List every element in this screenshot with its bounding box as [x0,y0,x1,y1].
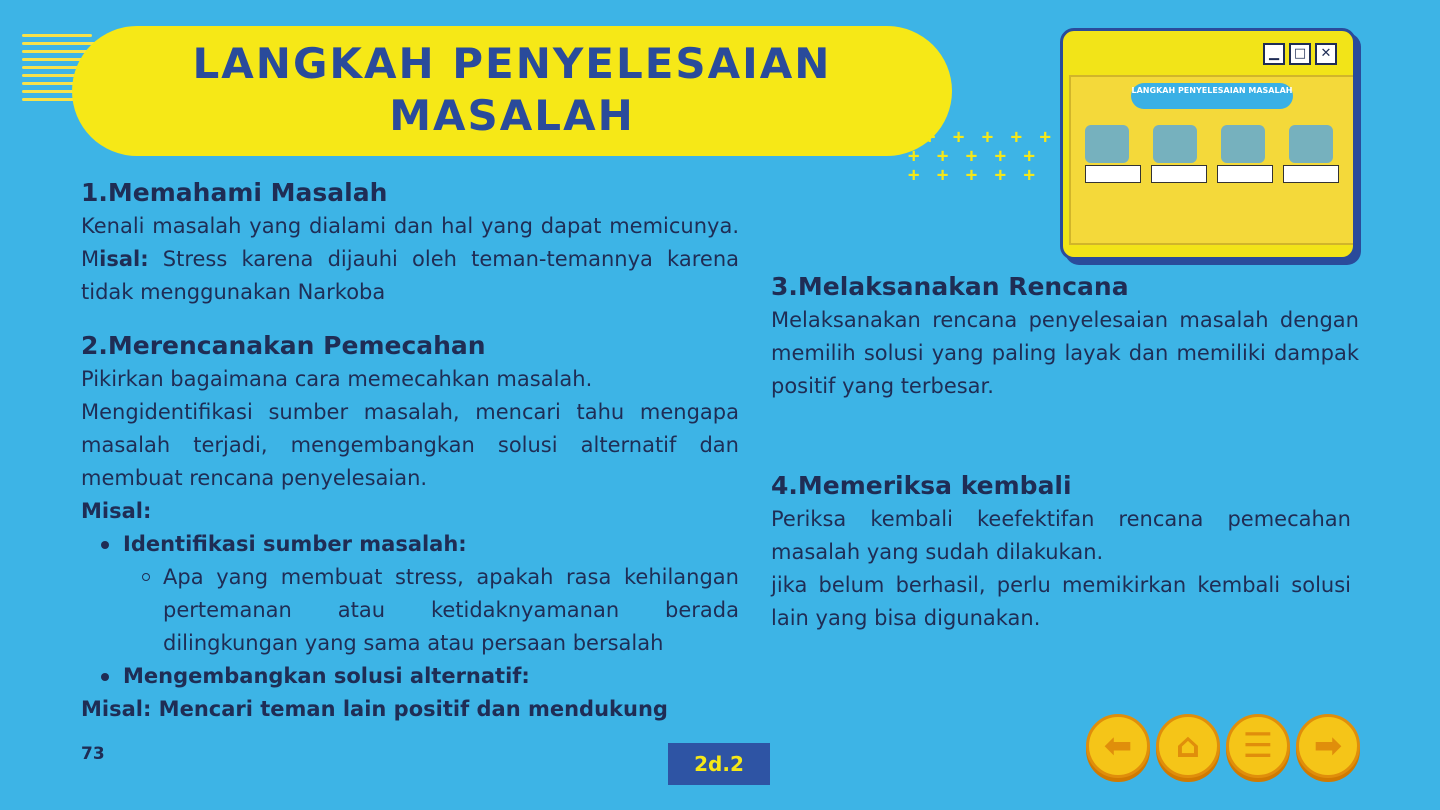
arrow-right-icon: ➡ [1313,726,1343,766]
illustration [1289,125,1333,163]
section-code-badge: 2d.2 [668,743,770,785]
right-column-2 [771,469,1351,635]
illustration [1153,125,1197,163]
close-icon[interactable]: ✕ [1315,43,1337,65]
section-3-text: Melaksanakan rencana penyelesaian masalah dengan memilih solusi yang paling layak dan memiliki dampak positif yang terbesar. [771,308,1359,398]
section-heading-4: 4.Memeriksa kembali [771,471,1072,500]
section-heading-2: 2.Merencanakan Pemecahan [81,331,486,360]
misal-label: isal: [99,247,149,271]
illustration [1085,125,1129,163]
menu-button[interactable] [1226,714,1290,778]
bullet-list [81,528,739,693]
back-button[interactable] [1086,714,1150,778]
illustration [1221,125,1265,163]
minimize-icon[interactable]: ▁ [1263,43,1285,65]
list-subitem: Apa yang membuat stress, apakah rasa kehilangan pertemanan atau ketidaknyamanan berada dilingkungan yang sama atau persaan bersalah [81,561,739,660]
thumbnail-label [1085,165,1141,183]
section-2-text-2: Mengidentifikasi sumber masalah, mencari tahu mengapa masalah terjadi, mengembangkan solusi alternatif dan membuat rencana penyelesaian. [81,400,739,490]
page-title-line2: MASALAH [389,91,635,140]
thumbnail-preview [1069,75,1355,245]
misal-label: Misal: [81,499,152,523]
section-heading-3: 3.Melaksanakan Rencana [771,272,1129,301]
section-2-text-1: Pikirkan bagaimana cara memecahkan masalah. [81,367,593,391]
page-title [72,38,952,142]
next-button[interactable] [1296,714,1360,778]
left-column [81,176,739,726]
misal-example: Misal: Mencari teman lain positif dan mendukung [81,697,668,721]
section-1-text [81,210,739,309]
thumbnail-title: LANGKAH PENYELESAIAN MASALAH [1131,83,1293,109]
page-title-line1: LANGKAH PENYELESAIAN [192,39,832,88]
home-button[interactable] [1156,714,1220,778]
plus-pattern-decoration [908,128,1054,185]
list-item: Mengembangkan solusi alternatif: [81,660,739,693]
window-controls [1263,43,1337,65]
thumbnail-window[interactable] [1060,28,1356,260]
right-column [771,270,1359,403]
list-icon: ☰ [1242,726,1274,766]
plus-row: + + + + + [908,145,1038,167]
plus-row: + + + + + [908,164,1038,186]
arrow-left-icon: ⬅ [1103,726,1133,766]
section-4-text-2: jika belum berhasil, perlu memikirkan kembali solusi lain yang bisa digunakan. [771,573,1351,630]
maximize-icon[interactable]: □ [1289,43,1311,65]
home-icon: ⌂ [1175,726,1201,766]
section-heading-1: 1.Memahami Masalah [81,178,388,207]
plus-row: + + + + + [924,126,1054,148]
thumbnail-label [1217,165,1273,183]
section-1-text-a: Kenali masalah yang dialami dan hal yang dapat memicunya. M [81,214,739,271]
thumbnail-label [1151,165,1207,183]
list-item: Identifikasi sumber masalah: [81,528,739,561]
page-number: 73 [81,744,105,764]
thumbnail-label [1283,165,1339,183]
section-1-text-b: Stress karena dijauhi oleh teman-temannya karena tidak menggunakan Narkoba [81,247,739,304]
section-4-text-1: Periksa kembali keefektifan rencana pemecahan masalah yang sudah dilakukan. [771,507,1351,564]
